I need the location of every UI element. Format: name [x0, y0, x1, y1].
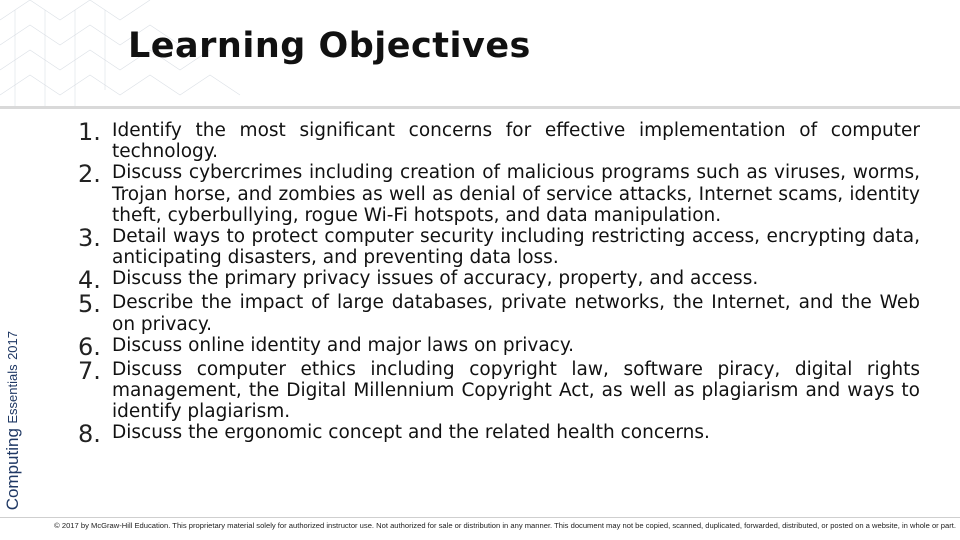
copyright-notice: © 2017 by McGraw-Hill Education. This proprietary material solely for authorized instructor use. Not authorized for sale or distribution in any manner. This document may not be copied, scanned, duplicated, forwarded, distributed, or posted on a website, in whole or part.: [54, 521, 956, 530]
list-item: [78, 292, 920, 334]
list-item: [78, 266, 920, 295]
brand-vertical-label: [3, 331, 23, 510]
list-item: [78, 226, 920, 268]
item-text: Discuss online identity and major laws on privacy.: [112, 334, 575, 356]
item-number: 5.: [78, 290, 101, 319]
item-number: 2.: [78, 160, 101, 189]
item-text: Discuss cybercrimes including creation of malicious programs such as viruses, worms, Trojan horse, and zombies as well as denial of service attacks, Internet scams, identity theft, cyberbullying, rogue Wi-Fi hotspots, and data manipulation.: [112, 162, 920, 226]
brand-main: Computing: [3, 427, 22, 510]
objectives-list: [78, 118, 920, 449]
item-number: 3.: [78, 224, 101, 253]
item-number: 7.: [78, 356, 101, 385]
item-text: Discuss the ergonomic concept and the related health concerns.: [112, 422, 710, 444]
list-item: [78, 420, 920, 449]
item-number: 1.: [78, 118, 101, 146]
item-text: Identify the most significant concerns for effective implementation of computer technology.: [112, 120, 920, 163]
item-text: Discuss the primary privacy issues of accuracy, property, and access.: [112, 268, 759, 290]
brand-sub: Essentials: [5, 364, 20, 424]
list-item: [78, 162, 920, 226]
item-number: 6.: [78, 332, 101, 361]
item-text: Detail ways to protect computer security including restricting access, encrypting data, anticipating disasters, and preventing data loss.: [112, 226, 920, 269]
list-item: [78, 120, 920, 162]
slide-title: Learning Objectives: [128, 26, 531, 66]
brand-year: 2017: [5, 330, 20, 360]
item-text: Describe the impact of large databases, private networks, the Internet, and the Web on privacy.: [112, 292, 920, 335]
item-text: Discuss computer ethics including copyright law, software piracy, digital rights management, the Digital Millennium Copyright Act, as well as plagiarism and ways to identify plagiarism.: [112, 358, 920, 423]
item-number: 8.: [78, 420, 101, 449]
list-item: [78, 332, 920, 361]
footer: [0, 517, 960, 540]
list-item: [78, 356, 920, 423]
header-divider: [0, 106, 960, 109]
item-number: 4.: [78, 266, 101, 295]
